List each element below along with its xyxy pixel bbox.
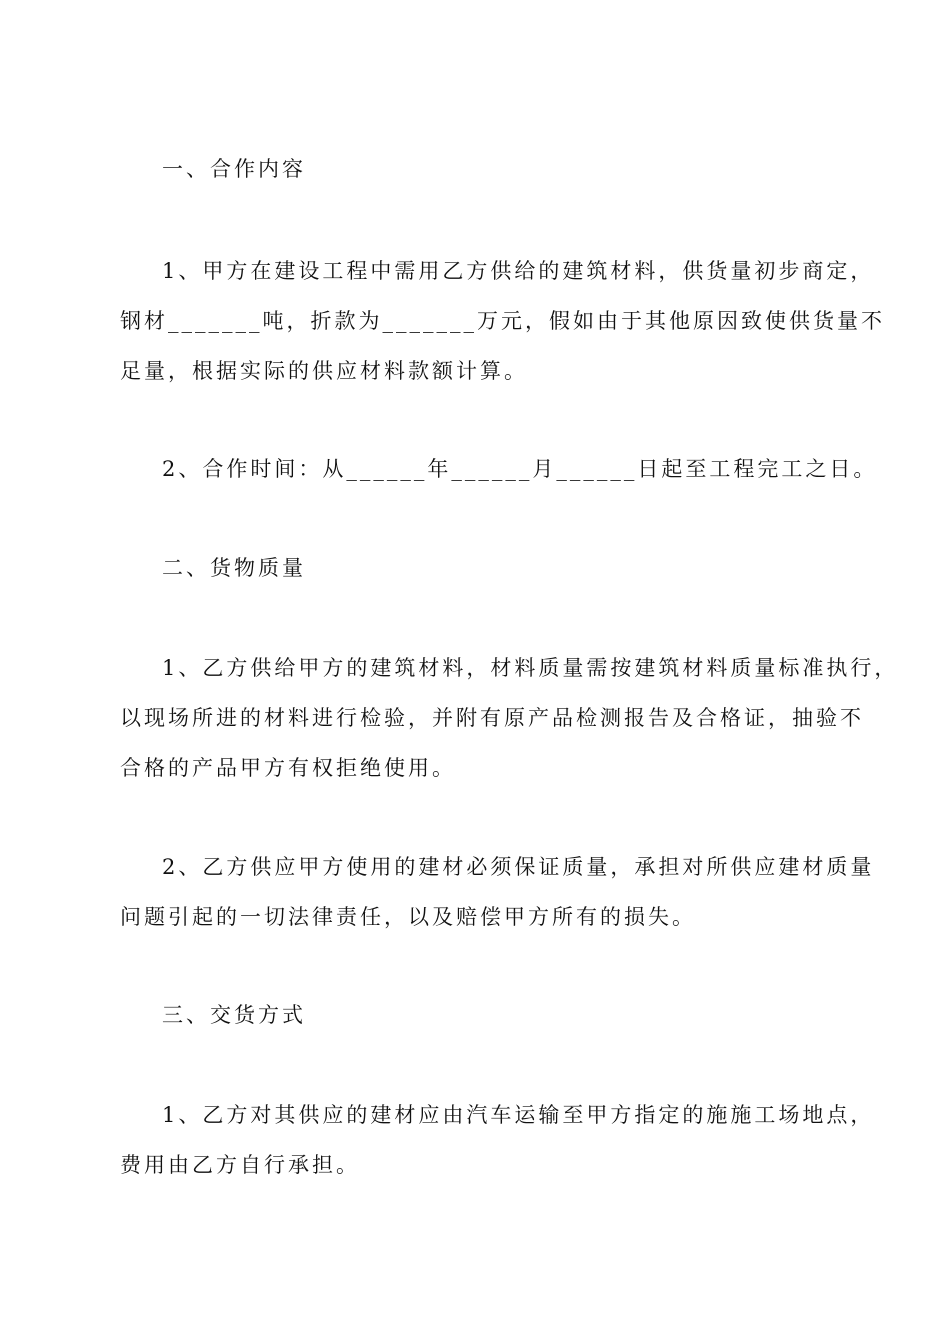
- paragraph-line: 2、乙方供应甲方使用的建材必须保证质量，承担对所供应建材质量: [162, 855, 875, 879]
- paragraph-line: 费用由乙方自行承担。: [120, 1153, 360, 1177]
- paragraph-line: 1、甲方在建设工程中需用乙方供给的建筑材料，供货量初步商定，: [162, 259, 875, 283]
- section-heading-delivery: 三、交货方式: [162, 1003, 306, 1027]
- paragraph-line: 1、乙方对其供应的建材应由汽车运输至甲方指定的施施工场地点，: [162, 1103, 875, 1127]
- paragraph-line: 1、乙方供给甲方的建筑材料，材料质量需按建筑材料质量标准执行，: [162, 656, 899, 680]
- paragraph-line: 2、合作时间：从______年______月______日起至工程完工之日。: [162, 457, 878, 481]
- section-heading-cooperation: 一、合作内容: [162, 157, 306, 181]
- paragraph-line: 问题引起的一切法律责任，以及赔偿甲方所有的损失。: [120, 905, 696, 929]
- paragraph-line: 钢材_______吨，折款为_______万元，假如由于其他原因致使供货量不: [120, 309, 885, 333]
- paragraph-line: 合格的产品甲方有权拒绝使用。: [120, 756, 456, 780]
- section-heading-quality: 二、货物质量: [162, 556, 306, 580]
- paragraph-line: 以现场所进的材料进行检验，并附有原产品检测报告及合格证，抽验不: [120, 706, 864, 730]
- paragraph-line: 足量，根据实际的供应材料款额计算。: [120, 359, 528, 383]
